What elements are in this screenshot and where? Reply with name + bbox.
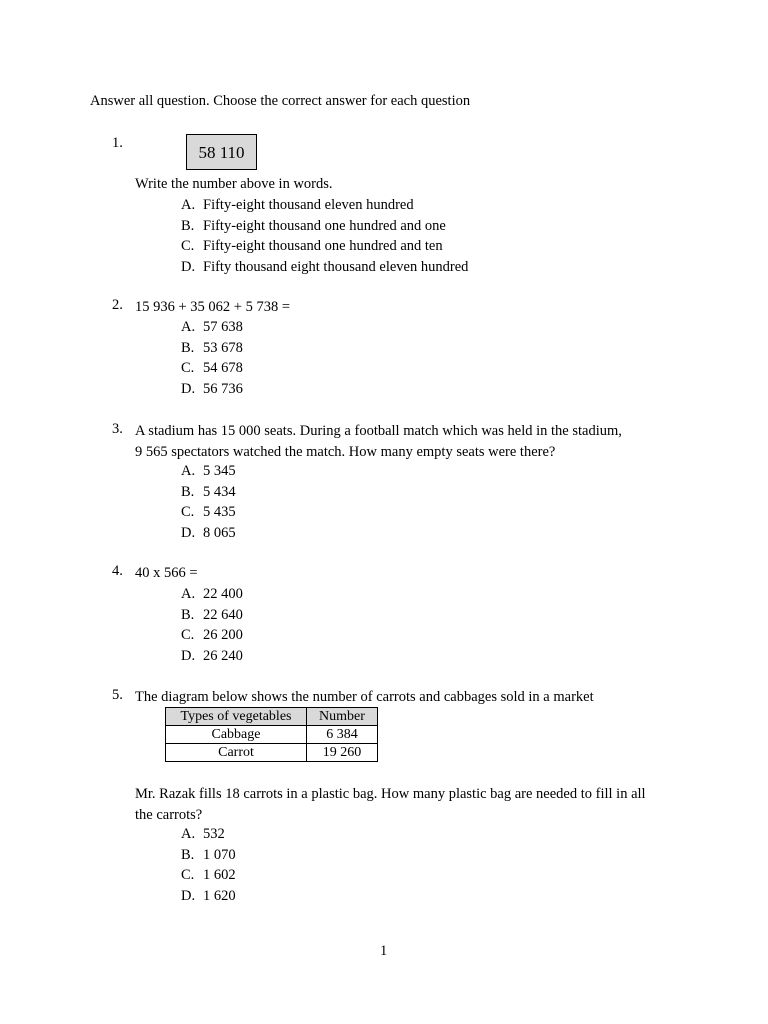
question-2-options: [181, 317, 243, 399]
question-4-number: 4.: [112, 563, 123, 579]
option-b[interactable]: [181, 845, 236, 866]
option-letter: C.: [181, 627, 195, 644]
option-text: Fifty-eight thousand one hundred and one: [203, 217, 446, 234]
option-c[interactable]: [181, 502, 236, 523]
option-a[interactable]: [181, 824, 236, 845]
option-a[interactable]: [181, 195, 468, 216]
option-d[interactable]: [181, 646, 243, 667]
option-text: 8 065: [203, 524, 236, 541]
option-a[interactable]: [181, 317, 243, 338]
table-header: Number: [307, 708, 378, 726]
option-letter: A.: [181, 826, 196, 842]
option-text: 57 638: [203, 319, 243, 335]
question-5-text: The diagram below shows the number of carrots and cabbages sold in a market: [135, 689, 594, 705]
option-d[interactable]: [181, 523, 236, 544]
question-5-options: [181, 824, 236, 906]
option-d[interactable]: [181, 379, 243, 400]
question-5-line-1: Mr. Razak fills 18 carrots in a plastic bag. How many plastic bag are needed to fill in all: [135, 786, 646, 802]
option-text: 26 240: [203, 647, 243, 664]
table-cell: Carrot: [166, 744, 307, 762]
option-a[interactable]: [181, 584, 243, 605]
option-text: 22 400: [203, 586, 243, 602]
question-4-text: 40 x 566 =: [135, 565, 198, 581]
option-letter: D.: [181, 258, 196, 275]
option-b[interactable]: [181, 338, 243, 359]
option-letter: C.: [181, 867, 195, 884]
option-letter: D.: [181, 887, 196, 904]
question-5-number: 5.: [112, 687, 123, 703]
table-cell: 19 260: [307, 744, 378, 762]
question-5-text-2: [135, 784, 646, 825]
option-a[interactable]: [181, 461, 236, 482]
option-text: Fifty-eight thousand eleven hundred: [203, 197, 414, 213]
option-text: 5 434: [203, 483, 236, 500]
question-3-number: 3.: [112, 421, 123, 437]
question-5-line-2: the carrots?: [135, 806, 203, 823]
option-text: 5 435: [203, 504, 236, 521]
option-d[interactable]: [181, 257, 468, 278]
option-text: 532: [203, 826, 225, 842]
option-text: 26 200: [203, 627, 243, 644]
option-text: 1 602: [203, 867, 236, 884]
question-3-options: [181, 461, 236, 543]
table-header-row: [166, 708, 378, 726]
option-text: Fifty thousand eight thousand eleven hundred: [203, 258, 469, 275]
option-letter: B.: [181, 846, 195, 863]
option-letter: B.: [181, 483, 195, 500]
option-c[interactable]: [181, 625, 243, 646]
option-c[interactable]: [181, 865, 236, 886]
option-letter: D.: [181, 380, 196, 397]
option-text: 1 620: [203, 887, 236, 904]
option-text: 54 678: [203, 360, 243, 377]
option-text: 5 345: [203, 463, 236, 479]
option-c[interactable]: [181, 236, 468, 257]
table-cell: 6 384: [307, 726, 378, 744]
option-b[interactable]: [181, 216, 468, 237]
option-letter: A.: [181, 319, 196, 335]
question-3-line-1: A stadium has 15 000 seats. During a football match which was held in the stadium,: [135, 423, 622, 439]
option-b[interactable]: [181, 605, 243, 626]
question-1-number: 1.: [112, 135, 123, 151]
question-2-text: 15 936 + 35 062 + 5 738 =: [135, 299, 291, 315]
question-3-line-2: 9 565 spectators watched the match. How many empty seats were there?: [135, 443, 556, 460]
option-d[interactable]: [181, 886, 236, 907]
question-1-options: [181, 195, 468, 277]
option-letter: A.: [181, 586, 196, 602]
option-text: Fifty-eight thousand one hundred and ten: [203, 238, 443, 255]
option-letter: B.: [181, 339, 195, 356]
option-letter: C.: [181, 238, 195, 255]
option-c[interactable]: [181, 358, 243, 379]
instructions: Answer all question. Choose the correct answer for each question: [90, 93, 471, 109]
option-text: 1 070: [203, 846, 236, 863]
table-row: [166, 726, 378, 744]
option-b[interactable]: [181, 482, 236, 503]
question-2-number: 2.: [112, 297, 123, 313]
option-letter: A.: [181, 463, 196, 479]
option-letter: A.: [181, 197, 196, 213]
question-1-number-box: 58 110: [186, 134, 257, 170]
option-text: 22 640: [203, 606, 243, 623]
option-letter: B.: [181, 217, 195, 234]
vegetables-table: [165, 707, 378, 762]
option-letter: C.: [181, 504, 195, 521]
option-letter: B.: [181, 606, 195, 623]
option-text: 56 736: [203, 380, 243, 397]
option-letter: C.: [181, 360, 195, 377]
question-3-text: [135, 421, 622, 462]
table-row: [166, 744, 378, 762]
option-letter: D.: [181, 647, 196, 664]
question-1-text: Write the number above in words.: [135, 176, 333, 192]
option-letter: D.: [181, 524, 196, 541]
table-header: Types of vegetables: [166, 708, 307, 726]
table-cell: Cabbage: [166, 726, 307, 744]
question-4-options: [181, 584, 243, 666]
page-number: 1: [380, 943, 388, 959]
option-text: 53 678: [203, 339, 243, 356]
